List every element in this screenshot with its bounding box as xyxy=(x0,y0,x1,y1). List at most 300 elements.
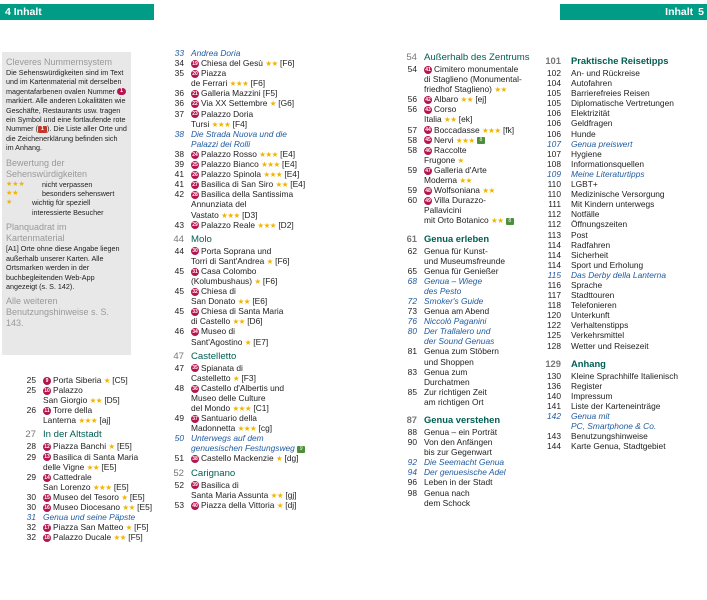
toc-entry-text: Galleria d'Arte xyxy=(434,164,487,175)
toc-entry-text: Autofahren xyxy=(571,78,612,89)
toc-entry-title xyxy=(417,64,518,74)
rating-stars-icon: ★ xyxy=(244,337,251,347)
toc-entry-text: Genua mit xyxy=(571,411,610,421)
toc-entry xyxy=(540,441,705,451)
sight-number-badge: 24 xyxy=(192,151,198,158)
toc-entry xyxy=(160,199,350,209)
toc-entry xyxy=(395,64,535,74)
toc-entry xyxy=(160,306,350,316)
rating-label: nicht verpassen xyxy=(42,179,93,189)
toc-entry xyxy=(160,490,350,500)
toc-page-number: 37 xyxy=(174,108,184,119)
toc-entry-title xyxy=(561,68,640,78)
toc-entry xyxy=(395,437,535,447)
toc-excursus-entry xyxy=(12,512,147,522)
sight-number-badge: 38 xyxy=(192,456,198,463)
rating-stars-icon: ★★ xyxy=(113,533,126,543)
toc-entry-title xyxy=(417,346,499,356)
toc-page-number: 56 xyxy=(407,104,417,115)
toc-excursus-entry xyxy=(395,296,535,306)
toc-page-number: 80 xyxy=(407,326,417,337)
rating-stars-icon: ★★ xyxy=(459,176,472,186)
toc-entry xyxy=(395,397,535,407)
toc-page-number: 45 xyxy=(174,306,184,317)
sight-number-badge: 43 xyxy=(425,107,431,114)
toc-entry-text: Nervi xyxy=(434,134,456,145)
toc-page-number: 48 xyxy=(174,382,184,393)
toc-page-number: 68 xyxy=(407,275,417,286)
toc-page-number: 107 xyxy=(547,138,561,149)
toc-page-number xyxy=(160,139,184,149)
map-grid-code: [C1] xyxy=(251,403,269,413)
toc-entry-text: Geldfragen xyxy=(571,118,613,129)
toc-page-number: 45 xyxy=(174,265,184,276)
sight-number-badge: 22 xyxy=(192,101,198,108)
toc-entry xyxy=(540,310,705,320)
toc-entry-title xyxy=(417,195,486,205)
toc-entry-title xyxy=(417,467,506,477)
toc-page-number: 106 xyxy=(547,128,561,139)
toc-entry-title xyxy=(417,135,485,145)
toc-entry-title xyxy=(417,125,514,135)
toc-excursus-entry xyxy=(160,129,350,139)
toc-entry-text: am richtigen Ort xyxy=(424,396,484,407)
map-grid-code: [F5] xyxy=(131,522,149,533)
toc-entry xyxy=(395,195,535,205)
toc-entry xyxy=(395,498,535,508)
toc-entry-title xyxy=(184,139,250,149)
sight-number-badge: 16 xyxy=(44,504,50,511)
toc-entry-text: Galleria Mazzini xyxy=(201,88,263,99)
toc-entry-text: PC, Smartphone & Co. xyxy=(571,421,657,432)
map-grid-code: [D3] xyxy=(239,209,258,220)
toc-page-number xyxy=(160,119,184,129)
rating-stars-icon: ★★★ xyxy=(455,135,475,145)
toc-entry xyxy=(160,500,350,510)
toc-entry-text: Museo delle Culture xyxy=(191,392,266,403)
toc-entry-title xyxy=(36,502,152,512)
toc-page-number: 58 xyxy=(407,144,417,155)
toc-entry-title xyxy=(184,500,296,510)
toc-entry-text: Porta Siberia xyxy=(53,375,104,385)
toc-entry-text: Der Trallalero und xyxy=(424,326,491,337)
toc-entry-title xyxy=(184,58,294,68)
sight-number-badge: 32 xyxy=(192,288,198,295)
map-grid-code: [E5] xyxy=(127,491,145,502)
toc-entry-text: Palazzo Spinola xyxy=(201,169,264,180)
toc-entry-title xyxy=(417,477,492,487)
toc-entry-title xyxy=(417,266,498,276)
sight-number-badge: 39 xyxy=(192,482,198,489)
sight-number-badge: 42 xyxy=(425,97,431,104)
toc-page-number: 26 xyxy=(26,405,36,416)
toc-entry xyxy=(160,189,350,199)
sight-number-badge: 18 xyxy=(44,535,50,542)
toc-entry-text: Impressum xyxy=(571,390,613,401)
toc-section-heading xyxy=(12,429,147,441)
toc-entry-text: Sant'Agostino xyxy=(191,336,245,347)
toc-page-number: 88 xyxy=(407,427,417,437)
toc-entry xyxy=(12,441,147,451)
rating-stars-icon: ★★★ xyxy=(237,424,257,434)
sight-number-badge: 48 xyxy=(425,187,431,194)
toc-entry-title xyxy=(561,230,588,240)
toc-entry-title xyxy=(417,205,461,215)
sight-number-badge: 40 xyxy=(192,502,198,509)
toc-entry-text: Sicherheit xyxy=(571,249,609,260)
toc-entry xyxy=(395,165,535,175)
toc-entry-text: Basilica di San Siro xyxy=(201,179,276,190)
toc-entry xyxy=(540,260,705,270)
toc-page-number xyxy=(395,74,417,84)
toc-entry-text: Raccolte xyxy=(434,144,467,155)
sight-number-badge: 44 xyxy=(425,127,431,134)
rating-stars-icon: ★ xyxy=(121,492,128,502)
toc-entry xyxy=(160,286,350,296)
toc-entry-text: Santuario della xyxy=(201,413,257,424)
toc-entry-title xyxy=(184,78,265,88)
map-grid-code: [F6] xyxy=(248,78,266,89)
toc-entry-title xyxy=(184,453,298,463)
toc-entry-title xyxy=(417,256,505,266)
toc-entry xyxy=(160,337,350,347)
toc-entry-title xyxy=(184,296,267,306)
map-reference-icon: 8 xyxy=(506,218,514,225)
toc-entry-text: friedhof Staglieno) xyxy=(424,84,495,95)
toc-entry xyxy=(395,145,535,155)
sight-number-badge: 45 xyxy=(425,137,431,144)
toc-entry-text: Madonnetta xyxy=(191,423,238,434)
toc-entry-title xyxy=(561,179,598,189)
map-grid-code: [ek] xyxy=(456,114,473,125)
toc-page-number xyxy=(160,296,184,306)
map-grid-code: [D6] xyxy=(244,316,263,327)
toc-entry-text: Chiesa di Santa Maria xyxy=(201,306,284,317)
toc-entry xyxy=(395,104,535,114)
grid-text: [A1] Orte ohne diese Angabe liegen außerhalb unserer Karten. Alle Ortsmarken werden in der buchbegleitenden Web-App angezeigt (s. S. 142). xyxy=(6,244,120,291)
toc-entry-text: und Shoppen xyxy=(424,356,474,367)
sight-number-badge: 10 xyxy=(44,387,50,394)
toc-page-number: 85 xyxy=(407,386,417,397)
map-grid-code: [D5] xyxy=(102,395,120,406)
toc-entry-title xyxy=(36,482,129,492)
rating-stars-icon: ★★★ xyxy=(211,119,231,129)
toc-entry-text: Unterwegs auf dem xyxy=(191,433,264,444)
toc-entry-text: Benutzungshinweise xyxy=(571,431,648,442)
map-grid-code: [E5] xyxy=(99,461,117,472)
toc-entry-title xyxy=(417,296,483,306)
toc-page-number: 122 xyxy=(547,320,561,331)
toc-entry-text: Tursi xyxy=(191,118,212,129)
rating-label: besonders sehenswert xyxy=(42,189,115,199)
toc-entry-text: Piazza San Matteo xyxy=(53,522,126,533)
toc-entry xyxy=(160,316,350,326)
sight-number-badge: 49 xyxy=(425,198,431,204)
toc-page-number: 59 xyxy=(407,164,417,175)
sight-number-badge: 47 xyxy=(425,167,431,174)
toc-page-number: 81 xyxy=(407,346,417,357)
toc-entry-text: Porta Soprana und xyxy=(201,245,272,256)
toc-page-number: 104 xyxy=(547,78,561,89)
toc-entry xyxy=(395,205,535,215)
toc-entry xyxy=(160,169,350,179)
toc-entry-text: Palazzo Doria xyxy=(201,108,254,119)
toc-page-number: 83 xyxy=(407,366,417,377)
toc-entry xyxy=(160,78,350,88)
toc-entry xyxy=(540,199,705,209)
toc-entry-text: Mit Kindern unterwegs xyxy=(571,199,655,210)
rating-stars-icon: ★★ xyxy=(89,396,103,406)
toc-section-heading xyxy=(160,234,350,246)
toc-entry-title xyxy=(561,98,674,108)
rating-stars-icon: ★★★ xyxy=(229,79,249,89)
toc-entry-title xyxy=(561,129,596,139)
toc-excursus-entry xyxy=(395,467,535,477)
toc-entry xyxy=(540,108,705,118)
toc-entry-title xyxy=(561,431,648,441)
toc-page-number: 29 xyxy=(26,471,36,482)
toc-entry-title xyxy=(184,129,287,139)
rating-stars-icon: ★★ xyxy=(86,462,100,472)
toc-entry-title xyxy=(417,94,487,104)
toc-entry-text: Sprache xyxy=(571,279,603,290)
sight-number-badge: 27 xyxy=(192,182,198,188)
toc-entry-title xyxy=(184,109,253,119)
toc-entry-text: Barrierefreies Reisen xyxy=(571,88,650,99)
toc-section-heading xyxy=(160,468,350,480)
map-grid-code: [F5] xyxy=(125,532,143,543)
toc-page-number: 45 xyxy=(174,286,184,297)
toc-column-4 xyxy=(540,48,705,451)
toc-entry-text: dem Schock xyxy=(424,497,471,508)
toc-entry xyxy=(395,346,535,356)
toc-entry-title xyxy=(184,179,305,189)
toc-entry-title xyxy=(561,260,643,270)
toc-entry-text: Chiesa del Gesù xyxy=(201,58,266,69)
toc-entry-title xyxy=(417,387,487,397)
toc-entry-text: Radfahren xyxy=(571,239,611,250)
toc-page-number: 98 xyxy=(407,487,417,498)
toc-page-number: 76 xyxy=(407,316,417,327)
toc-page-number: 25 xyxy=(26,385,36,396)
toc-page-number: 130 xyxy=(547,370,561,381)
toc-page-number xyxy=(395,84,417,94)
toc-entry-text: Molo xyxy=(191,233,212,245)
toc-entry xyxy=(160,383,350,393)
left-page-number: 4 xyxy=(5,6,11,18)
toc-entry-text: Sport und Erholung xyxy=(571,259,644,270)
toc-entry-text: Informationsquellen xyxy=(571,158,645,169)
toc-entry-text: Castello d'Albertis und xyxy=(201,382,285,393)
toc-entry-text: Museo Diocesano xyxy=(53,502,123,513)
toc-entry-text: Andrea Doria xyxy=(191,48,241,58)
toc-entry xyxy=(540,179,705,189)
toc-entry-text: Castelletto xyxy=(191,372,233,383)
toc-page-number: 58 xyxy=(407,134,417,145)
toc-entry-title xyxy=(36,375,128,385)
toc-entry-title xyxy=(184,480,239,490)
toc-page-number: 47 xyxy=(174,362,184,373)
toc-page-number xyxy=(395,498,417,508)
map-grid-code: [E4] xyxy=(277,148,296,159)
toc-page-number: 140 xyxy=(547,390,561,401)
sight-number-badge: 17 xyxy=(44,525,50,531)
toc-entry-text: Museo di xyxy=(201,326,235,337)
rating-stars-icon: ★★ xyxy=(122,503,135,513)
toc-page-number: 117 xyxy=(547,290,561,301)
toc-entry-title xyxy=(417,175,472,185)
toc-entry xyxy=(12,385,147,395)
toc-entry-title xyxy=(561,320,628,330)
toc-entry-title xyxy=(36,512,135,522)
toc-page-number xyxy=(160,78,184,88)
toc-entry-title xyxy=(184,286,236,296)
toc-entry-title xyxy=(417,52,530,64)
map-grid-code: [dj] xyxy=(282,499,297,510)
toc-entry xyxy=(540,189,705,199)
map-grid-code: [C5] xyxy=(109,375,128,385)
map-grid-code: [E4] xyxy=(282,169,300,180)
toc-entry xyxy=(160,149,350,159)
toc-page-number: 46 xyxy=(174,326,184,337)
toc-page-number: 120 xyxy=(547,310,561,321)
toc-page-number xyxy=(160,443,184,453)
toc-entry xyxy=(540,230,705,240)
toc-entry-text: Anhang xyxy=(571,357,606,369)
toc-page-number: 107 xyxy=(547,148,561,159)
toc-page-number xyxy=(395,175,417,185)
rating-stars: ★★★ xyxy=(6,180,25,188)
toc-entry xyxy=(12,462,147,472)
toc-entry-title xyxy=(417,367,467,377)
toc-entry xyxy=(395,155,535,165)
map-grid-code: [E6] xyxy=(250,296,268,307)
toc-entry-text: Chiesa di xyxy=(201,286,236,297)
map-grid-code: [D2] xyxy=(276,219,294,230)
rating-stars-icon: ★ xyxy=(232,373,240,383)
sight-number-badge: 11 xyxy=(44,408,50,415)
toc-entry xyxy=(12,532,147,542)
toc-entry xyxy=(395,306,535,316)
sight-number-badge: 21 xyxy=(192,91,198,98)
toc-entry xyxy=(540,68,705,78)
toc-entry-title xyxy=(561,330,624,340)
toc-page-number xyxy=(160,393,184,403)
toc-entry-text: Liste der Karteneinträge xyxy=(571,400,661,411)
sight-number-badge: 35 xyxy=(192,365,198,372)
toc-entry-title xyxy=(36,429,102,441)
toc-page-number: 30 xyxy=(26,491,36,502)
toc-page-number: 49 xyxy=(174,413,184,424)
toc-entry-text: del Mondo xyxy=(191,403,233,413)
toc-entry-text: Santa Maria Assunta xyxy=(191,489,271,500)
toc-column-2 xyxy=(160,48,350,510)
toc-entry-text: Moderna xyxy=(424,175,460,186)
toc-entry-title xyxy=(561,149,602,159)
map-grid-code: [E5] xyxy=(111,481,129,492)
toc-entry xyxy=(12,395,147,405)
toc-page-number xyxy=(160,373,184,383)
rating-stars-icon: ★★ xyxy=(265,59,278,69)
toc-entry-text: Basilica di xyxy=(201,479,239,490)
toc-entry-text: di Staglieno (Monumental- xyxy=(424,74,522,85)
toc-entry-title xyxy=(184,48,240,58)
toc-entry-title xyxy=(561,280,602,290)
toc-page-number: 106 xyxy=(547,118,561,129)
toc-entry xyxy=(160,413,350,423)
toc-page-number: 36 xyxy=(174,88,184,99)
toc-entry-title xyxy=(417,326,490,336)
toc-entry xyxy=(395,135,535,145)
toc-entry-title xyxy=(184,210,257,220)
toc-section-heading xyxy=(160,351,350,363)
toc-entry xyxy=(160,276,350,286)
toc-entry-text: delle Vigne xyxy=(43,461,87,472)
toc-entry-title xyxy=(561,219,627,229)
map-grid-code: [E4] xyxy=(287,179,306,190)
toc-page-number: 114 xyxy=(547,249,561,260)
toc-entry-text: San Donato xyxy=(191,296,238,307)
rating-legend xyxy=(6,180,127,218)
toc-section-heading xyxy=(395,52,535,64)
toc-entry xyxy=(540,431,705,441)
toc-entry-title xyxy=(417,457,504,467)
toc-entry xyxy=(395,125,535,135)
toc-entry-title xyxy=(417,246,488,256)
map-grid-code: [dg] xyxy=(282,453,299,464)
toc-entry-text: Diplomatische Vertretungen xyxy=(571,98,674,109)
toc-entry-title xyxy=(36,395,120,405)
sight-number-badge: 20 xyxy=(192,70,198,77)
rating-label: wichtig für speziell interessierte Besucher xyxy=(31,198,104,217)
toc-entry xyxy=(395,387,535,397)
toc-page-number: 27 xyxy=(25,429,36,441)
toc-entry-title xyxy=(561,411,610,421)
toc-excursus-entry xyxy=(160,433,350,443)
toc-entry-text: Stadttouren xyxy=(571,290,615,301)
toc-page-number: 38 xyxy=(174,148,184,159)
toc-entry-text: Castelletto xyxy=(191,350,237,362)
toc-entry-title xyxy=(184,423,272,433)
toc-entry-text: Casa Colombo xyxy=(201,265,257,276)
toc-entry xyxy=(395,256,535,266)
toc-entry-text: Genua zum Stöbern xyxy=(424,346,499,357)
toc-entry-title xyxy=(36,415,111,425)
map-grid-code: [E5] xyxy=(134,502,153,513)
rating-stars-icon: ★★ xyxy=(270,490,284,500)
toc-entry-text: Annunziata del xyxy=(191,199,247,210)
sight-number-badge: 19 xyxy=(192,60,198,67)
toc-entry-title xyxy=(417,447,492,457)
sight-number-badge: 26 xyxy=(192,171,198,178)
toc-page-number: 47 xyxy=(173,350,184,362)
toc-entry-text: genuesischen Festungsweg xyxy=(191,443,295,454)
toc-entry-title xyxy=(184,256,290,266)
toc-entry xyxy=(540,341,705,351)
toc-entry-title xyxy=(417,437,492,447)
toc-entry-title xyxy=(184,306,283,316)
toc-entry-text: Verhaltenstipps xyxy=(571,320,629,331)
toc-entry xyxy=(160,480,350,490)
toc-entry-text: Italia xyxy=(424,114,445,125)
toc-column-1 xyxy=(12,375,153,543)
toc-page-number: 72 xyxy=(407,295,417,306)
toc-entry xyxy=(540,401,705,411)
toc-entry-title xyxy=(417,357,474,367)
toc-entry-title xyxy=(417,155,464,165)
toc-page-number: 39 xyxy=(174,159,184,170)
toc-entry xyxy=(12,375,147,385)
